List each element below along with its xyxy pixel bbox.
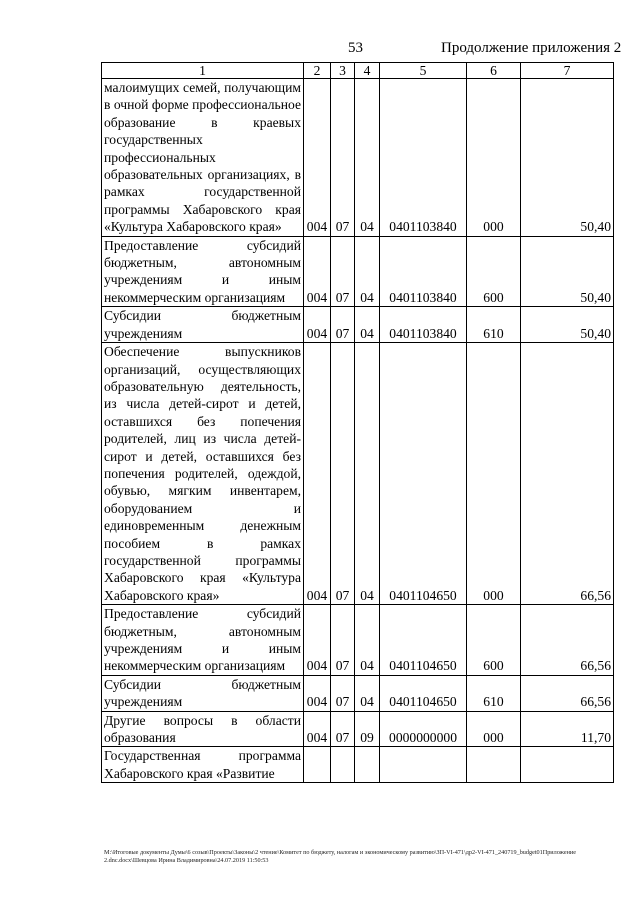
cell-code: 04 [355,307,380,343]
cell-code: 09 [355,711,380,747]
cell-code: 0401104650 [380,343,467,605]
cell-amount: 66,56 [521,605,614,676]
row-name: Государственная программа Хабаровского края «Развитие [102,747,304,783]
cell-code [380,747,467,783]
table-row [102,675,614,711]
cell-code: 004 [304,343,331,605]
cell-code: 000 [467,343,521,605]
cell-code: 0401104650 [380,605,467,676]
cell-code: 07 [331,236,355,307]
cell-code [331,747,355,783]
cell-code: 610 [467,307,521,343]
cell-code: 0401103840 [380,79,467,237]
table-row [102,79,614,237]
cell-code: 004 [304,236,331,307]
table-row [102,343,614,605]
cell-code: 004 [304,675,331,711]
document-path-footer: М:\Итоговые документы Думы\6 созыв\Проекты\Законы\2 чтение\Комитет по бюджету, налогам и экономическому развитию\ЗП-VI-471\др2-VI-471_240719_budget01Приложение 2.dnc.docx\Шевцова Ирина Владимировна\24.07.2019 11:50:53 [104,849,576,864]
cell-code: 004 [304,307,331,343]
table-header-row [102,63,614,79]
row-name: Предоставление субсидий бюджетным, автономным учреждениям и иным некоммерческим организациям [102,236,304,307]
cell-amount: 50,40 [521,79,614,237]
cell-code: 04 [355,343,380,605]
cell-code: 600 [467,236,521,307]
column-header: 7 [521,63,614,79]
table-row [102,236,614,307]
table-row [102,747,614,783]
row-name: Субсидии бюджетным учреждениям [102,675,304,711]
cell-code: 0401103840 [380,307,467,343]
column-header: 6 [467,63,521,79]
row-name: малоимущих семей, получающим в очной форме профессиональное образование в краевых государственных профессиональных образовательных организациях, в рамках государственной программы Хабаровского края «Культура Хабаровского края» [102,79,304,237]
row-name: Предоставление субсидий бюджетным, автономным учреждениям и иным некоммерческим организациям [102,605,304,676]
cell-code: 04 [355,236,380,307]
row-name: Субсидии бюджетным учреждениям [102,307,304,343]
cell-code: 04 [355,675,380,711]
cell-amount: 66,56 [521,343,614,605]
cell-code [304,747,331,783]
page-number: 53 [348,40,363,56]
cell-code: 004 [304,605,331,676]
cell-code: 04 [355,79,380,237]
cell-code: 600 [467,605,521,676]
cell-code: 610 [467,675,521,711]
cell-code: 000 [467,711,521,747]
column-header: 1 [102,63,304,79]
cell-code: 004 [304,79,331,237]
cell-code: 07 [331,307,355,343]
cell-code: 0401104650 [380,675,467,711]
cell-code: 07 [331,605,355,676]
cell-code: 004 [304,711,331,747]
cell-code: 07 [331,343,355,605]
cell-amount: 66,56 [521,675,614,711]
budget-table [101,62,614,783]
cell-code [355,747,380,783]
column-header: 5 [380,63,467,79]
table-row [102,711,614,747]
cell-amount [521,747,614,783]
row-name: Обеспечение выпускников организаций, осуществляющих образовательную деятельность, из числа детей-сирот и детей, оставшихся без попечения родителей, лиц из числа детей-сирот и детей, оставшихся без попечения родителей, одеждой, обувью, мягким инвентарем, оборудованием и единовременным денежным пособием в рамках государственной программы Хабаровского края «Культура Хабаровского края» [102,343,304,605]
cell-code: 07 [331,675,355,711]
continuation-heading: Продолжение приложения 2 [441,40,622,56]
cell-code: 07 [331,79,355,237]
cell-code [467,747,521,783]
cell-code: 07 [331,711,355,747]
cell-amount: 11,70 [521,711,614,747]
cell-amount: 50,40 [521,236,614,307]
column-header: 2 [304,63,331,79]
column-header: 4 [355,63,380,79]
cell-amount: 50,40 [521,307,614,343]
cell-code: 04 [355,605,380,676]
table-row [102,307,614,343]
table-row [102,605,614,676]
row-name: Другие вопросы в области образования [102,711,304,747]
cell-code: 0401103840 [380,236,467,307]
column-header: 3 [331,63,355,79]
cell-code: 0000000000 [380,711,467,747]
cell-code: 000 [467,79,521,237]
